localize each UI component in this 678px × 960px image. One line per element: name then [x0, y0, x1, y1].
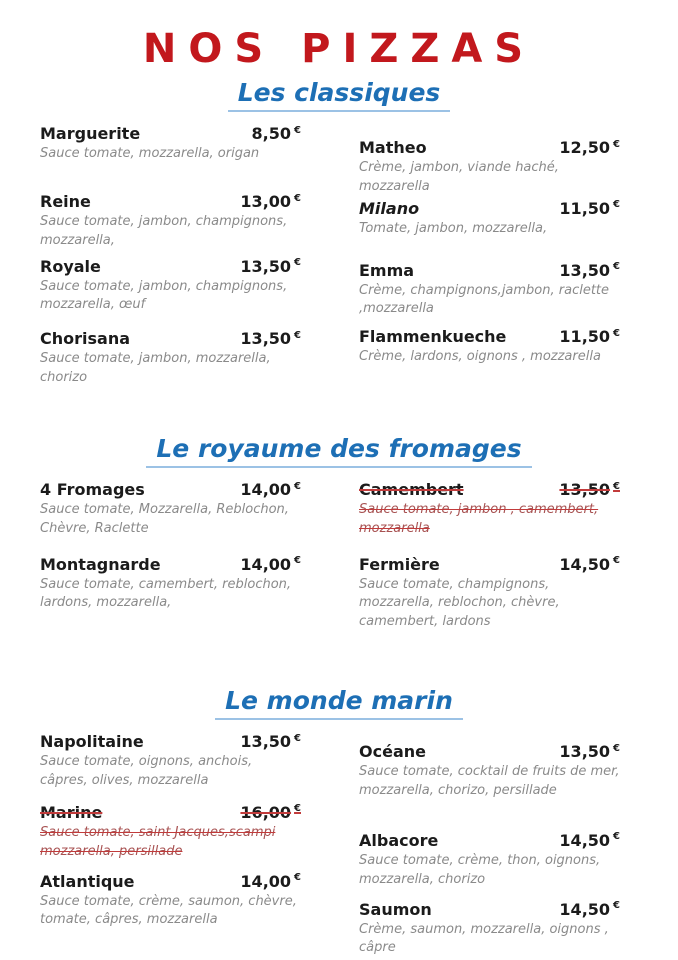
euro-sign: € [613, 480, 620, 492]
item-header [40, 192, 301, 211]
euro-sign: € [613, 831, 620, 843]
euro-sign: € [613, 555, 620, 567]
item-price [240, 257, 301, 276]
euro-sign: € [613, 327, 620, 339]
euro-sign: € [294, 872, 301, 884]
item-description: Crème, champignons,jambon, raclette ,mozzarella [359, 282, 610, 317]
item-description: Sauce tomate, saint Jacques,scampi mozzarella, persillade [40, 824, 276, 859]
price-value: 13,50 [559, 742, 611, 762]
item-description: Sauce tomate, mozzarella, origan [40, 146, 260, 161]
item-description: Tomate, jambon, mozzarella, [359, 220, 548, 236]
item-description: Sauce tomate, camembert, reblochon, lardons, mozzarella, [40, 576, 292, 611]
left-column [40, 124, 301, 400]
item-name: Saumon [359, 899, 432, 919]
menu-item [40, 192, 301, 251]
item-name: Fermière [359, 554, 440, 574]
section-columns [0, 112, 678, 400]
menu-item-unavailable [40, 803, 301, 862]
menu-item [359, 199, 620, 239]
item-header [40, 480, 301, 499]
item-name: Royale [40, 256, 101, 276]
item-name: Camembert [359, 479, 464, 499]
section-fromages [0, 434, 678, 644]
item-header [359, 138, 620, 157]
euro-sign: € [294, 192, 301, 204]
item-header [359, 742, 620, 761]
right-column [359, 732, 620, 960]
section-heading: Le monde marin [215, 686, 463, 720]
section-heading: Le royaume des fromages [146, 434, 531, 468]
euro-sign: € [294, 257, 301, 269]
item-description: Sauce tomate, jambon, mozzarella, chorizo [40, 351, 271, 386]
item-header [359, 480, 620, 499]
euro-sign: € [294, 480, 301, 492]
item-description: Crème, jambon, viande haché, mozzarella [359, 160, 559, 194]
item-price [559, 138, 620, 157]
price-value: 11,50 [559, 198, 611, 218]
left-column [40, 480, 301, 644]
item-description: Crème, saumon, mozzarella, oignons , câpre [359, 921, 609, 956]
item-price [240, 732, 301, 751]
item-price [252, 124, 301, 143]
item-name: Albacore [359, 830, 439, 850]
item-description: Sauce tomate, oignons, anchois, câpres, olives, mozzarella [40, 754, 253, 788]
item-description: Sauce tomate, jambon, champignons, mozzarella, [40, 213, 288, 248]
menu-item [40, 872, 301, 931]
item-name: Marine [40, 802, 103, 822]
right-column [359, 124, 620, 400]
price-value: 14,50 [559, 554, 611, 574]
item-header [40, 732, 301, 751]
menu-item [359, 555, 620, 633]
price-value: 13,50 [559, 260, 611, 280]
menu-item [359, 138, 620, 197]
item-header [359, 831, 620, 850]
item-price [559, 555, 620, 574]
section-columns [0, 468, 678, 644]
item-price [559, 831, 620, 850]
menu-item [40, 329, 301, 388]
item-price [559, 742, 620, 761]
item-price [240, 872, 301, 891]
price-value: 13,50 [240, 329, 292, 349]
section-classiques [0, 78, 678, 400]
price-value: 13,50 [559, 479, 611, 499]
euro-sign: € [613, 261, 620, 273]
section-heading-row [0, 434, 678, 468]
section-marin [0, 686, 678, 960]
item-name: Emma [359, 260, 415, 280]
menu-item [359, 327, 620, 367]
item-name: Montagnarde [40, 554, 161, 574]
item-price [240, 329, 301, 348]
section-heading: Les classiques [228, 78, 451, 112]
item-header [40, 329, 301, 348]
item-header [359, 261, 620, 280]
euro-sign: € [613, 900, 620, 912]
item-price [559, 261, 620, 280]
menu-item [359, 742, 620, 801]
price-value: 11,50 [559, 327, 611, 347]
item-header [40, 555, 301, 574]
item-header [359, 900, 620, 919]
item-price [559, 327, 620, 346]
item-price [559, 199, 620, 218]
page-title: NOS PIZZAS [142, 26, 536, 72]
item-name: Matheo [359, 138, 427, 157]
item-name: Atlantique [40, 871, 135, 891]
euro-sign: € [294, 329, 301, 341]
euro-sign: € [294, 803, 301, 815]
menu-item [40, 480, 301, 539]
price-value: 13,00 [240, 191, 292, 211]
euro-sign: € [613, 199, 620, 211]
item-name: Océane [359, 742, 426, 762]
price-value: 14,00 [240, 871, 292, 891]
menu-item-unavailable [359, 480, 620, 539]
item-name: 4 Fromages [40, 479, 145, 499]
item-price [240, 555, 301, 574]
section-columns [0, 720, 678, 960]
euro-sign: € [613, 138, 620, 150]
menu-item [359, 261, 620, 320]
item-price [240, 803, 301, 822]
item-name: Chorisana [40, 329, 131, 349]
item-header [40, 124, 301, 143]
item-description: Sauce tomate, cocktail de fruits de mer, mozzarella, chorizo, persillade [359, 764, 620, 798]
euro-sign: € [294, 732, 301, 744]
euro-sign: € [294, 555, 301, 567]
menu-item [40, 555, 301, 614]
item-description: Sauce tomate, crème, saumon, chèvre, tomate, câpres, mozzarella [40, 893, 297, 928]
price-value: 14,50 [559, 830, 611, 850]
left-column [40, 732, 301, 960]
menu-item [40, 257, 301, 316]
menu-item [359, 900, 620, 959]
item-description: Sauce tomate, Mozzarella, Reblochon, Chèvre, Raclette [40, 501, 289, 536]
menu-item [40, 124, 301, 164]
item-price [559, 900, 620, 919]
item-name: Flammenkueche [359, 327, 507, 347]
item-description: Crème, lardons, oignons , mozzarella [359, 349, 601, 365]
item-name: Napolitaine [40, 732, 144, 752]
price-value: 14,50 [559, 899, 611, 919]
item-header [359, 199, 620, 218]
section-heading-row [0, 686, 678, 720]
price-value: 12,50 [559, 138, 611, 157]
item-price [559, 480, 620, 499]
item-price [240, 480, 301, 499]
item-header [40, 872, 301, 891]
item-header [40, 803, 301, 822]
price-value: 13,50 [240, 732, 292, 752]
item-header [359, 555, 620, 574]
euro-sign: € [613, 742, 620, 754]
price-value: 14,00 [240, 479, 292, 499]
item-description: Sauce tomate, jambon , camembert, mozzarella [359, 501, 599, 536]
price-value: 13,50 [240, 256, 292, 276]
euro-sign: € [294, 124, 301, 136]
item-description: Sauce tomate, champignons, mozzarella, reblochon, chèvre, camembert, lardons [359, 576, 560, 630]
price-value: 16,00 [240, 802, 292, 822]
section-heading-row [0, 78, 678, 112]
right-column [359, 480, 620, 644]
item-name: Marguerite [40, 124, 141, 143]
item-description: Sauce tomate, jambon, champignons, mozzarella, œuf [40, 278, 288, 313]
item-name: Reine [40, 191, 91, 211]
price-value: 8,50 [251, 124, 292, 143]
price-value: 14,00 [240, 554, 292, 574]
item-description: Sauce tomate, crème, thon, oignons, mozzarella, chorizo [359, 852, 601, 887]
menu-item [40, 732, 301, 791]
item-header [359, 327, 620, 346]
item-header [40, 257, 301, 276]
item-name: Milano [359, 198, 420, 218]
item-price [240, 192, 301, 211]
menu-item [359, 831, 620, 890]
